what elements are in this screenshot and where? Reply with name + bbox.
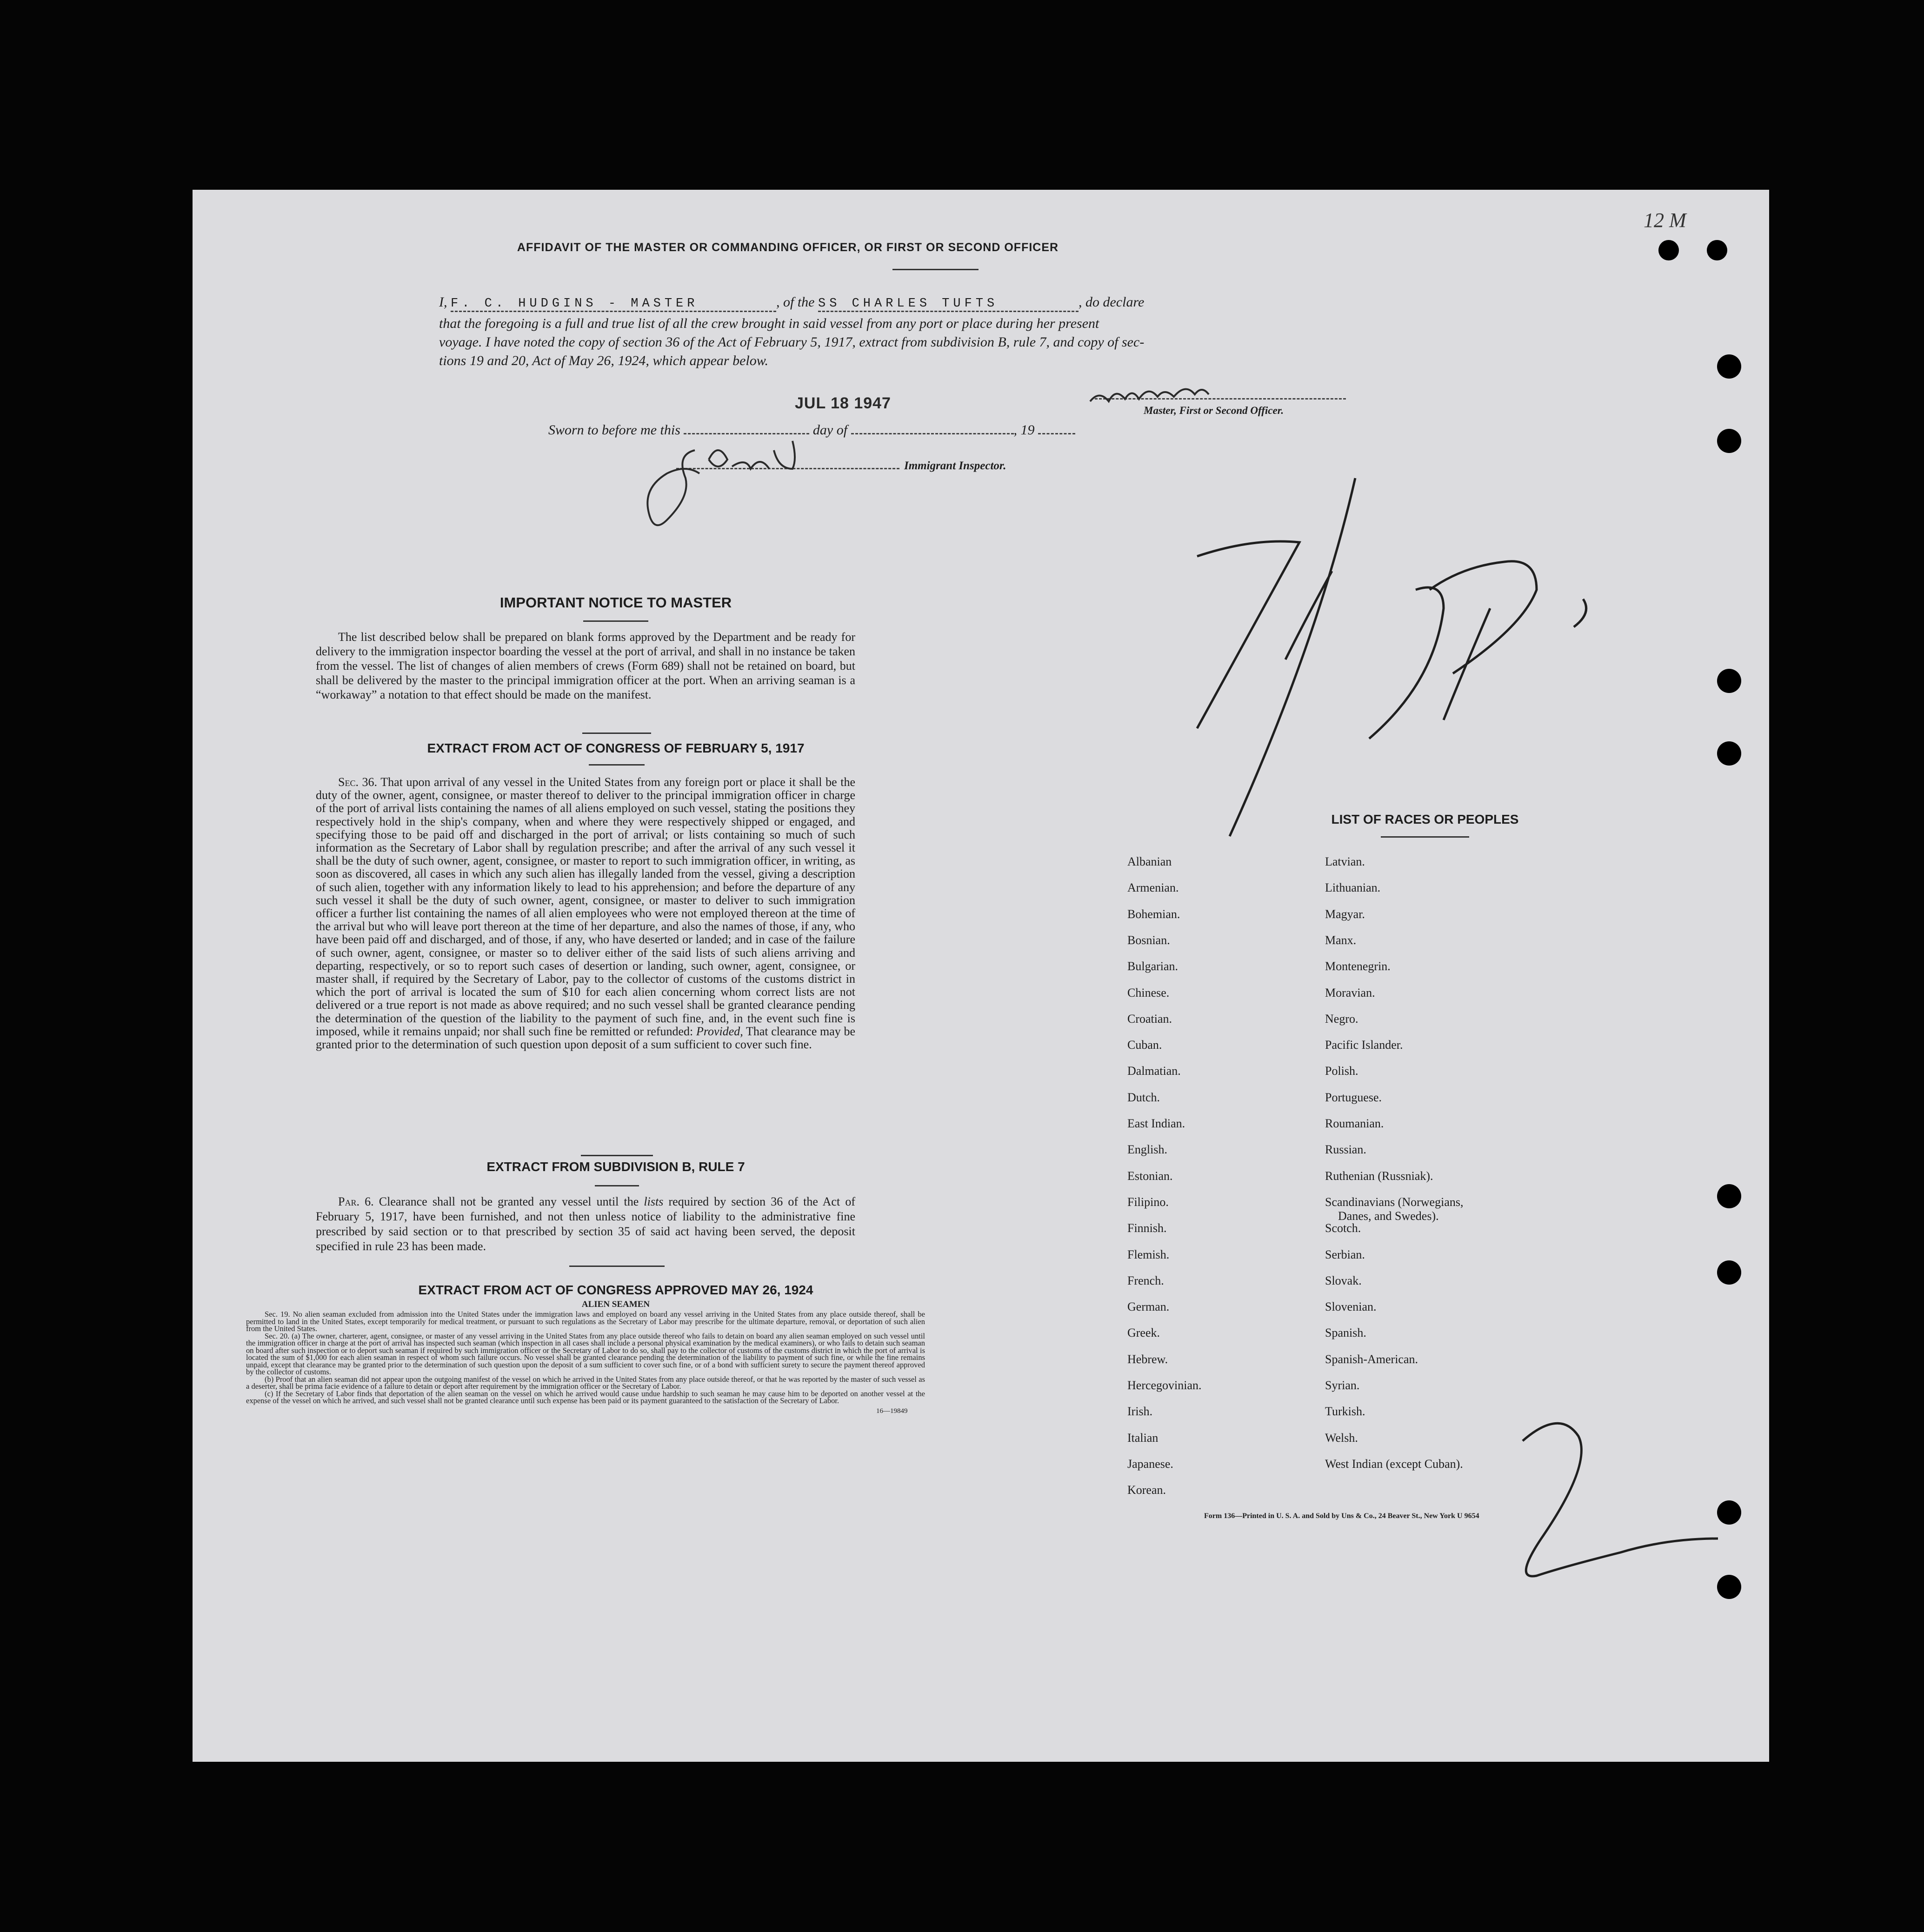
form-number: 16—19849 [876, 1407, 908, 1415]
inspector-signature [647, 441, 795, 525]
race-item: Latvian. [1325, 855, 1365, 868]
race-item: Greek. [1127, 1326, 1160, 1340]
race-item: Welsh. [1325, 1431, 1358, 1445]
races-title: LIST OF RACES OR PEOPLES [1331, 812, 1519, 826]
race-item: Magyar. [1325, 907, 1365, 921]
corner-note: 12 M [1644, 209, 1686, 232]
race-item: Albanian [1127, 855, 1172, 868]
alien-seamen-subtitle: ALIEN SEAMEN [581, 1299, 650, 1309]
race-item: Montenegrin. [1325, 959, 1391, 973]
notice-text: The list described below shall be prepared on blank forms approved by the Department and be ready for delivery to the immigration inspector boarding the vessel at the port of arrival, and shall in no instance be taken from the vessel. The list of changes of alien members of crews (Form 689) shall not be retained on board, but shall be delivered by the master to the principal immigration officer at the port. When an arriving seaman is a “workaway” a notation to that effect should be made on the manifest. [316, 630, 855, 701]
race-item: Hercegovinian. [1127, 1379, 1202, 1392]
section-36-label: Sec. 36. [338, 775, 378, 789]
race-item: West Indian (except Cuban). [1325, 1457, 1463, 1471]
sworn-label: Sworn to before me this [548, 422, 680, 438]
document-sheet [193, 190, 1769, 1762]
race-item: Manx. [1325, 933, 1357, 947]
year-label: , 19 [1013, 422, 1035, 438]
race-item: Spanish-American. [1325, 1352, 1418, 1366]
race-item: Slovenian. [1325, 1300, 1377, 1314]
master-caption: Master, First or Second Officer. [1144, 405, 1284, 416]
race-item: Finnish. [1127, 1221, 1167, 1235]
subdivision-title: EXTRACT FROM SUBDIVISION B, RULE 7 [486, 1159, 745, 1174]
race-item: Armenian. [1127, 881, 1179, 895]
date-stamp: JUL 18 1947 [795, 394, 891, 412]
race-item: French. [1127, 1273, 1164, 1287]
race-item: Lithuanian. [1325, 881, 1381, 895]
section-19-text: Sec. 19. No alien seaman excluded from admission into the United States under the immigration laws and employed on board any vessel arriving in the United States from any place outside thereof, shall be permitted to land in the United States, except temporarily for medical treatment, or pursuant to such regulations as the Secretary of Labor may prescribe for the ultimate departure, removal, or deportation of such alien from the United States. [246, 1310, 925, 1333]
inspector-caption: Immigrant Inspector. [904, 460, 1006, 472]
race-item: Scandinavians (Norwegians, [1325, 1195, 1464, 1209]
race-item: Irish. [1127, 1405, 1153, 1419]
lists-word: lists [644, 1195, 664, 1208]
master-signature [1090, 389, 1209, 401]
notice-title: IMPORTANT NOTICE TO MASTER [499, 594, 732, 611]
i-label: I, [439, 294, 447, 310]
race-item: Roumanian. [1325, 1117, 1384, 1130]
paragraph-6-label: Par. 6. [338, 1195, 374, 1208]
vessel-name-field: SS CHARLES TUFTS [818, 297, 1079, 312]
race-item: Bohemian. [1127, 907, 1180, 921]
master-name-field: F. C. HUDGINS - MASTER [451, 297, 776, 312]
day-of-label: day of [812, 422, 848, 438]
race-item: Spanish. [1325, 1326, 1366, 1340]
race-item: Chinese. [1127, 986, 1170, 999]
race-item: Dutch. [1127, 1090, 1160, 1104]
paragraph-6-end: required by section 36 of the Act of February 5, 1917, have been furnished, and not then unless notice of liability to the administrative fine prescribed by said section or to that prescribed by section 35 of said act having been served, the deposit specified in rule 23 has been made. [316, 1195, 856, 1253]
race-item: East Indian. [1127, 1117, 1185, 1130]
race-item: Bosnian. [1127, 933, 1170, 947]
affidavit-line: tions 19 and 20, Act of May 26, 1924, which appear below. [439, 353, 769, 368]
section-36-body: That upon arrival of any vessel in the United States from any foreign port or place it shall be the duty of the owner, agent, consignee, or master thereof to deliver to the principal immigration officer in charge of the port of arrival lists containing the names of all aliens employed on such vessel, stating the positions they respectively hold in the ship's company, when and where they were respectively shipped or engaged, and specifying those to be paid off and discharged in the port of arrival; or lists containing so much of such information as the Secretary of Labor shall by regulation prescribe; and after the arrival of any such vessel it shall be the duty of such owner, agent, consignee, or master to report to such immigration officer, in writing, as soon as discovered, all cases in which any such alien has illegally landed from the vessel, giving a description of such alien, together with any information likely to lead to his apprehension; and before the departure of any such vessel it shall be the duty of such owner, agent, consignee, or master to deliver to such immigration officer a further list containing the names of all alien employees who were not employed thereon at the time of the arrival but who will leave port thereon at the time of her departure, and also the names of those, if any, who have been paid off and discharged, and of those, if any, who have deserted or landed; and in case of the failure of such owner, agent, consignee, or master so to deliver either of the said lists of such aliens arriving and departing, respectively, or so to report such cases of desertion or landing, such owner, agent, consignee, or master shall, if required by the Secretary of Labor, pay to the collector of customs of the customs district in which the port of arrival is located the sum of $10 for each alien concerning whom correct lists are not delivered or a true report is not made as above required; and no such vessel shall be granted clearance pending the determination of the question of the liability to the payment of such fine, and, in the event such fine is imposed, while it remains unpaid; nor shall such fine be remitted or refunded: [316, 775, 856, 1038]
race-item: Hebrew. [1127, 1352, 1168, 1366]
handwritten-note-7-17 [1197, 478, 1586, 836]
of-the-label: , of the [776, 294, 815, 310]
race-item: Italian [1127, 1431, 1158, 1445]
race-item: Pacific Islander. [1325, 1038, 1403, 1052]
provided-word: Provided, [696, 1024, 743, 1038]
paragraph-6-body: Clearance shall not be granted any vessel until the [379, 1195, 639, 1208]
handwritten-note-2 [1523, 1423, 1718, 1576]
do-declare-label: , do declare [1079, 294, 1145, 310]
extract-1924-title: EXTRACT FROM ACT OF CONGRESS APPROVED MAY 26, 1924 [418, 1283, 813, 1297]
race-item: Estonian. [1127, 1169, 1173, 1183]
race-item: Ruthenian (Russniak). [1325, 1169, 1433, 1183]
race-item: Portuguese. [1325, 1090, 1382, 1104]
race-item: Polish. [1325, 1064, 1358, 1078]
race-item: English. [1127, 1143, 1167, 1157]
affidavit-line: voyage. I have noted the copy of section 36 of the Act of February 5, 1917, extract from subdivision B, rule 7, and copy of sec- [439, 334, 1145, 350]
race-item: Bulgarian. [1127, 959, 1178, 973]
race-item: Slovak. [1325, 1273, 1362, 1287]
race-item: Danes, and Swedes). [1338, 1209, 1439, 1223]
section-20b-text: (b) Proof that an alien seaman did not appear upon the outgoing manifest of the vessel on which he arrived in the United States from any place outside thereof, or that he was reported by the master of such vessel as a deserter, shall be prima facie evidence of a failure to detain or deport after requirement by the immigration officer or the Secretary of Labor. [246, 1374, 925, 1391]
race-item: Croatian. [1127, 1012, 1172, 1026]
affidavit-line: that the foregoing is a full and true list of all the crew brought in said vessel from any port or place during her present [439, 316, 1099, 331]
section-20c-text: (c) If the Secretary of Labor finds that deportation of the alien seaman on the vessel on which he arrived would cause undue hardship to such seaman he may cause him to be deported on another vessel at the expense of the vessel on which he arrived, and such vessel shall not be granted clearance until such expense has been paid or its payment guaranteed to the satisfaction of the Secretary of Labor. [246, 1389, 925, 1405]
handwriting-layer [193, 190, 1769, 1762]
race-item: Filipino. [1127, 1195, 1169, 1209]
section-20a-text: Sec. 20. (a) The owner, charterer, agent, consignee, or master of any vessel arriving in the United States from any place outside thereof who fails to detain on board any alien seaman employed on such vessel until the immigration officer in charge at the port of arrival has inspected such seaman (which inspection in all cases shall include a personal physical examination by the medical examiners), or who fails to detain such seaman on board after such inspection or to deport such seaman if required by such immigration officer or the Secretary of Labor to do so, shall pay to the collector of customs of the customs district in which the port of arrival is located the sum of $1,000 for each alien seaman in respect of whom such failure occurs. No vessel shall be granted clearance pending the determination of the liability to payment of such fine, or while the fine remains unpaid, except that clearance may be granted prior to the determination of such question upon the deposit of a sum sufficient to cover such fine, or of a bond with sufficient surety to secure the payment thereof approved by the collector of customs. [246, 1331, 925, 1376]
section-36-end: That clearance may be granted prior to the determination of such question upon deposit of a sum sufficient to cover such fine. [316, 1024, 856, 1052]
race-item: Moravian. [1325, 986, 1375, 999]
race-item: Flemish. [1127, 1247, 1170, 1261]
race-item: German. [1127, 1300, 1170, 1314]
race-item: Turkish. [1325, 1405, 1365, 1419]
extract-1917-title: EXTRACT FROM ACT OF CONGRESS OF FEBRUARY 5, 1917 [427, 741, 805, 755]
race-item: Negro. [1325, 1012, 1358, 1026]
race-item: Scotch. [1325, 1221, 1361, 1235]
race-item: Russian. [1325, 1143, 1366, 1157]
race-item: Dalmatian. [1127, 1064, 1181, 1078]
form-footer: Form 136—Printed in U. S. A. and Sold by Uns & Co., 24 Beaver St., New York U 9654 [1204, 1512, 1479, 1520]
race-item: Serbian. [1325, 1247, 1365, 1261]
race-item: Cuban. [1127, 1038, 1162, 1052]
affidavit-title: AFFIDAVIT OF THE MASTER OR COMMANDING OFFICER, OR FIRST OR SECOND OFFICER [517, 241, 1059, 254]
race-item: Korean. [1127, 1483, 1166, 1497]
race-item: Syrian. [1325, 1379, 1360, 1392]
race-item: Japanese. [1127, 1457, 1173, 1471]
